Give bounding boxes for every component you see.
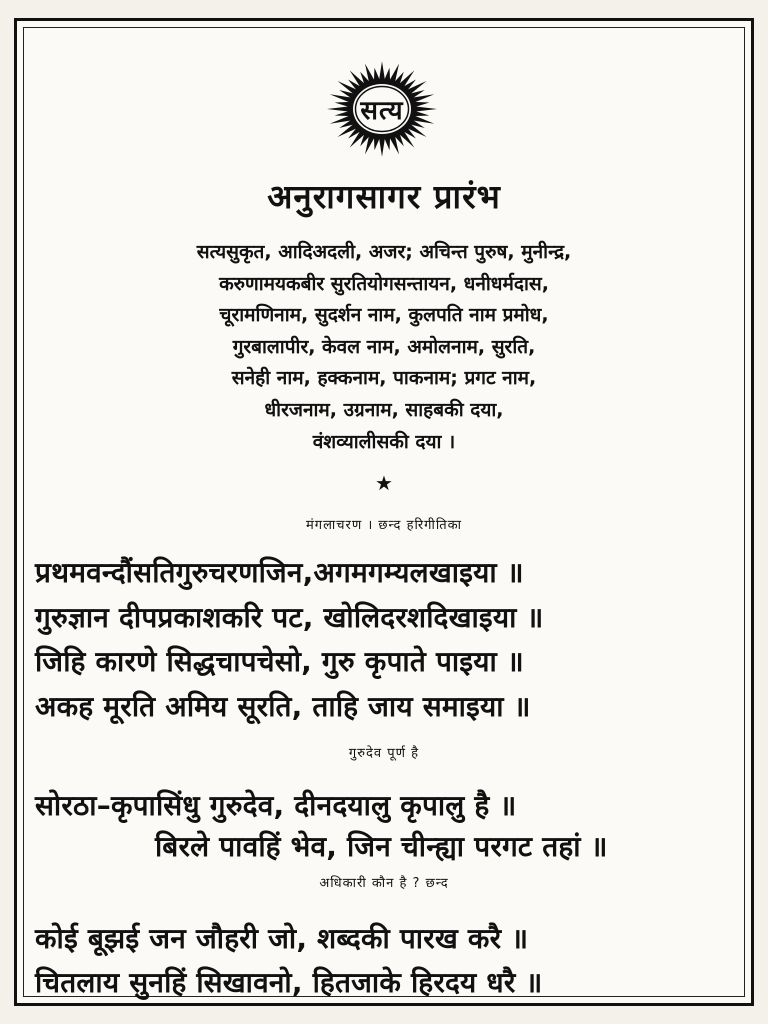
- emblem-word: सत्य: [360, 96, 404, 126]
- sun-ray: [384, 137, 390, 150]
- page-title: अनुरागसागर प्रारंभ: [267, 177, 501, 216]
- verse-line: जिहि कारणे सिद्धचापचेसो, गुरु कृपाते पाइया ॥: [35, 645, 524, 679]
- mangalacharan-heading: मंगलाचरण । छन्द हरिगीतिका: [305, 518, 462, 533]
- verse-soratha: [35, 785, 737, 867]
- verse-line: अकह मूरति अमिय सूरति, ताहि जाय समाइया ॥: [35, 690, 531, 724]
- verse-line: चितलाय सुनहिं सिखावनो, हितजाके हिरदय धरै ॥: [35, 966, 543, 999]
- sun-ray: [384, 68, 390, 81]
- invocation-line: सत्यसुकृत, आदिअदली, अजर; अचिन्त पुरुष, मुनीन्द्र,: [196, 241, 572, 263]
- invocation-block: [37, 237, 731, 458]
- sun-ray: [379, 61, 385, 80]
- sun-ray: [374, 68, 380, 81]
- invocation-line: सनेही नाम, हक्कनाम, पाकनाम; प्रगट नाम,: [231, 367, 537, 390]
- scripture-page: [14, 18, 754, 1006]
- verse-line: कोई बूझई जन जौहरी जो, शब्दकी पारख करै ॥: [35, 922, 529, 955]
- invocation-line: करुणामयकबीर सुरतियोगसन्तायन, धनीधर्मदास,: [219, 272, 549, 295]
- star-separator: ★: [375, 471, 393, 495]
- verse-line: बिरले पावहिं भेव, जिन चीन्ह्या परगट तहां ॥: [155, 830, 608, 863]
- invocation-line: वंशव्यालीसकी दया ।: [312, 430, 456, 453]
- verse-line: गुरुज्ञान दीपप्रकाशकरि पट, खोलिदरशदिखाइया ॥: [35, 600, 544, 634]
- verse-harigitika: [35, 551, 737, 730]
- adhikari-heading: अधिकारी कौन है ? छन्द: [319, 876, 449, 891]
- invocation-line: धीरजनाम, उग्रनाम, साहबकी दया,: [264, 398, 504, 421]
- verse-adhikari: [35, 917, 737, 1005]
- sun-ray: [379, 138, 385, 157]
- page-content: [17, 21, 751, 1003]
- invocation-line: गुरबालापीर, केवल नाम, अमोलनाम, सुरति,: [232, 335, 536, 358]
- verse-line: प्रथमवन्दौंसतिगुरुचरणजिन,अगमगम्यलखाइया ॥: [35, 556, 524, 589]
- sun-ray: [374, 137, 380, 150]
- gurudev-heading: गुरुदेव पूर्ण है: [348, 746, 420, 761]
- sun-seal-icon: [322, 57, 442, 161]
- verse-line: सोरठा–कृपासिंधु गुरुदेव, दीनदयालु कृपालु है ॥: [35, 789, 517, 822]
- invocation-line: चूरामणिनाम, सुदर्शन नाम, कुलपति नाम प्रमोध,: [219, 304, 549, 327]
